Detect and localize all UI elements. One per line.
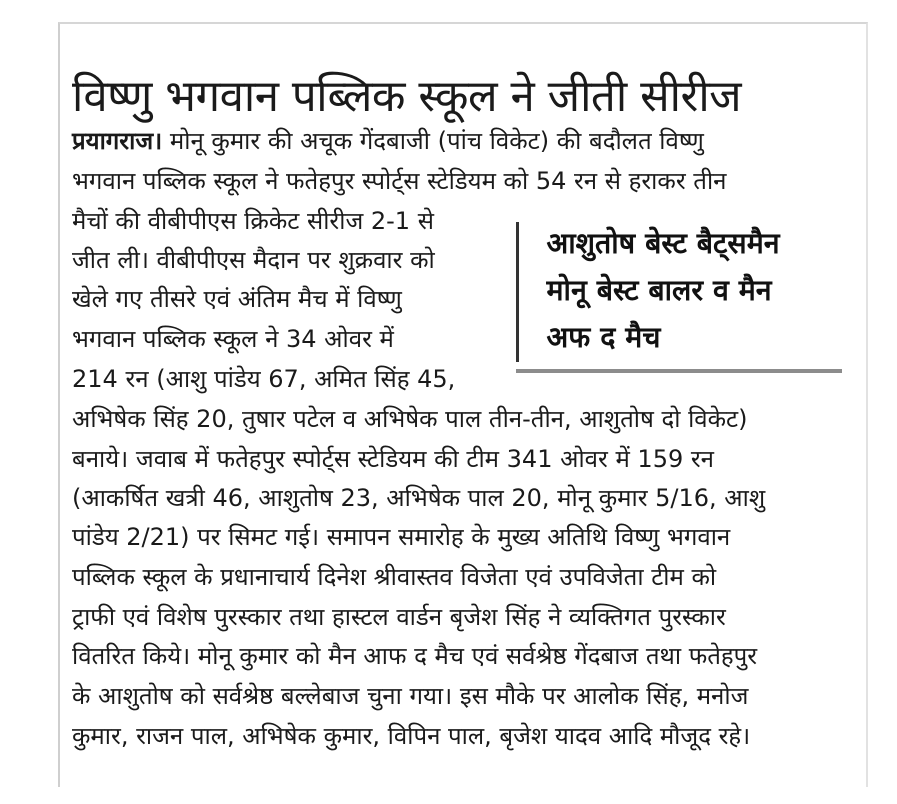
pull-quote-bar <box>516 222 519 362</box>
pull-quote-line-3: अफ द मैच <box>546 320 661 354</box>
body-line-8: अभिषेक सिंह 20, तुषार पटेल व अभिषेक पाल तीन-तीन, आशुतोष दो विकेट) <box>72 405 748 433</box>
body-line-13: ट्राफी एवं विशेष पुरस्कार तथा हास्टल वार्डन बृजेश सिंह ने व्यक्तिगत पुरस्कार <box>72 603 726 631</box>
body-line-10: (आकर्षित खत्री 46, आशुतोष 23, अभिषेक पाल 20, मोनू कुमार 5/16, आशु <box>72 484 766 512</box>
body-line-14: वितरित किये। मोनू कुमार को मैन आफ द मैच एवं सर्वश्रेष्ठ गेंदबाज तथा फतेहपुर <box>72 642 758 670</box>
body-line-12: पब्लिक स्कूल के प्रधानाचार्य दिनेश श्रीवास्तव विजेता एवं उपविजेता टीम को <box>72 563 717 591</box>
body-line-2: भगवान पब्लिक स्कूल ने फतेहपुर स्पोर्ट्स स्टेडियम को 54 रन से हराकर तीन <box>72 167 727 195</box>
body-line-6: भगवान पब्लिक स्कूल ने 34 ओवर में <box>72 325 394 353</box>
pull-quote-line-1: आशुतोष बेस्ट बैट्समैन <box>546 226 780 260</box>
body-line-1 <box>72 124 704 158</box>
body-line-16: कुमार, राजन पाल, अभिषेक कुमार, विपिन पाल, बृजेश यादव आदि मौजूद रहे। <box>72 722 751 750</box>
pull-quote-line-2: मोनू बेस्ट बालर व मैन <box>546 273 772 307</box>
body-line-1-text: मोनू कुमार की अचूक गेंदबाजी (पांच विकेट) की बदौलत विष्णु <box>162 127 704 155</box>
body-line-4: जीत ली। वीबीपीएस मैदान पर शुक्रवार को <box>72 246 435 274</box>
dateline: प्रयागराज। <box>72 127 163 155</box>
body-line-7: 214 रन (आशु पांडेय 67, अमित सिंह 45, <box>72 365 456 393</box>
body-line-15: के आशुतोष को सर्वश्रेष्ठ बल्लेबाज चुना गया। इस मौके पर आलोक सिंह, मनोज <box>72 682 749 710</box>
body-line-3: मैचों की वीबीपीएस क्रिकेट सीरीज 2-1 से <box>72 207 434 235</box>
pull-quote-box <box>516 212 844 372</box>
body-line-5: खेले गए तीसरे एवं अंतिम मैच में विष्णु <box>72 285 402 313</box>
body-line-9: बनाये। जवाब में फतेहपुर स्पोर्ट्स स्टेडियम की टीम 341 ओवर में 159 रन <box>72 445 714 473</box>
pull-quote-text <box>544 220 844 361</box>
body-line-11: पांडेय 2/21) पर सिमट गई। समापन समारोह के मुख्य अतिथि विष्णु भगवान <box>72 523 731 551</box>
headline: विष्णु भगवान पब्लिक स्कूल ने जीती सीरीज <box>72 71 742 123</box>
pull-quote-rule <box>516 369 842 373</box>
